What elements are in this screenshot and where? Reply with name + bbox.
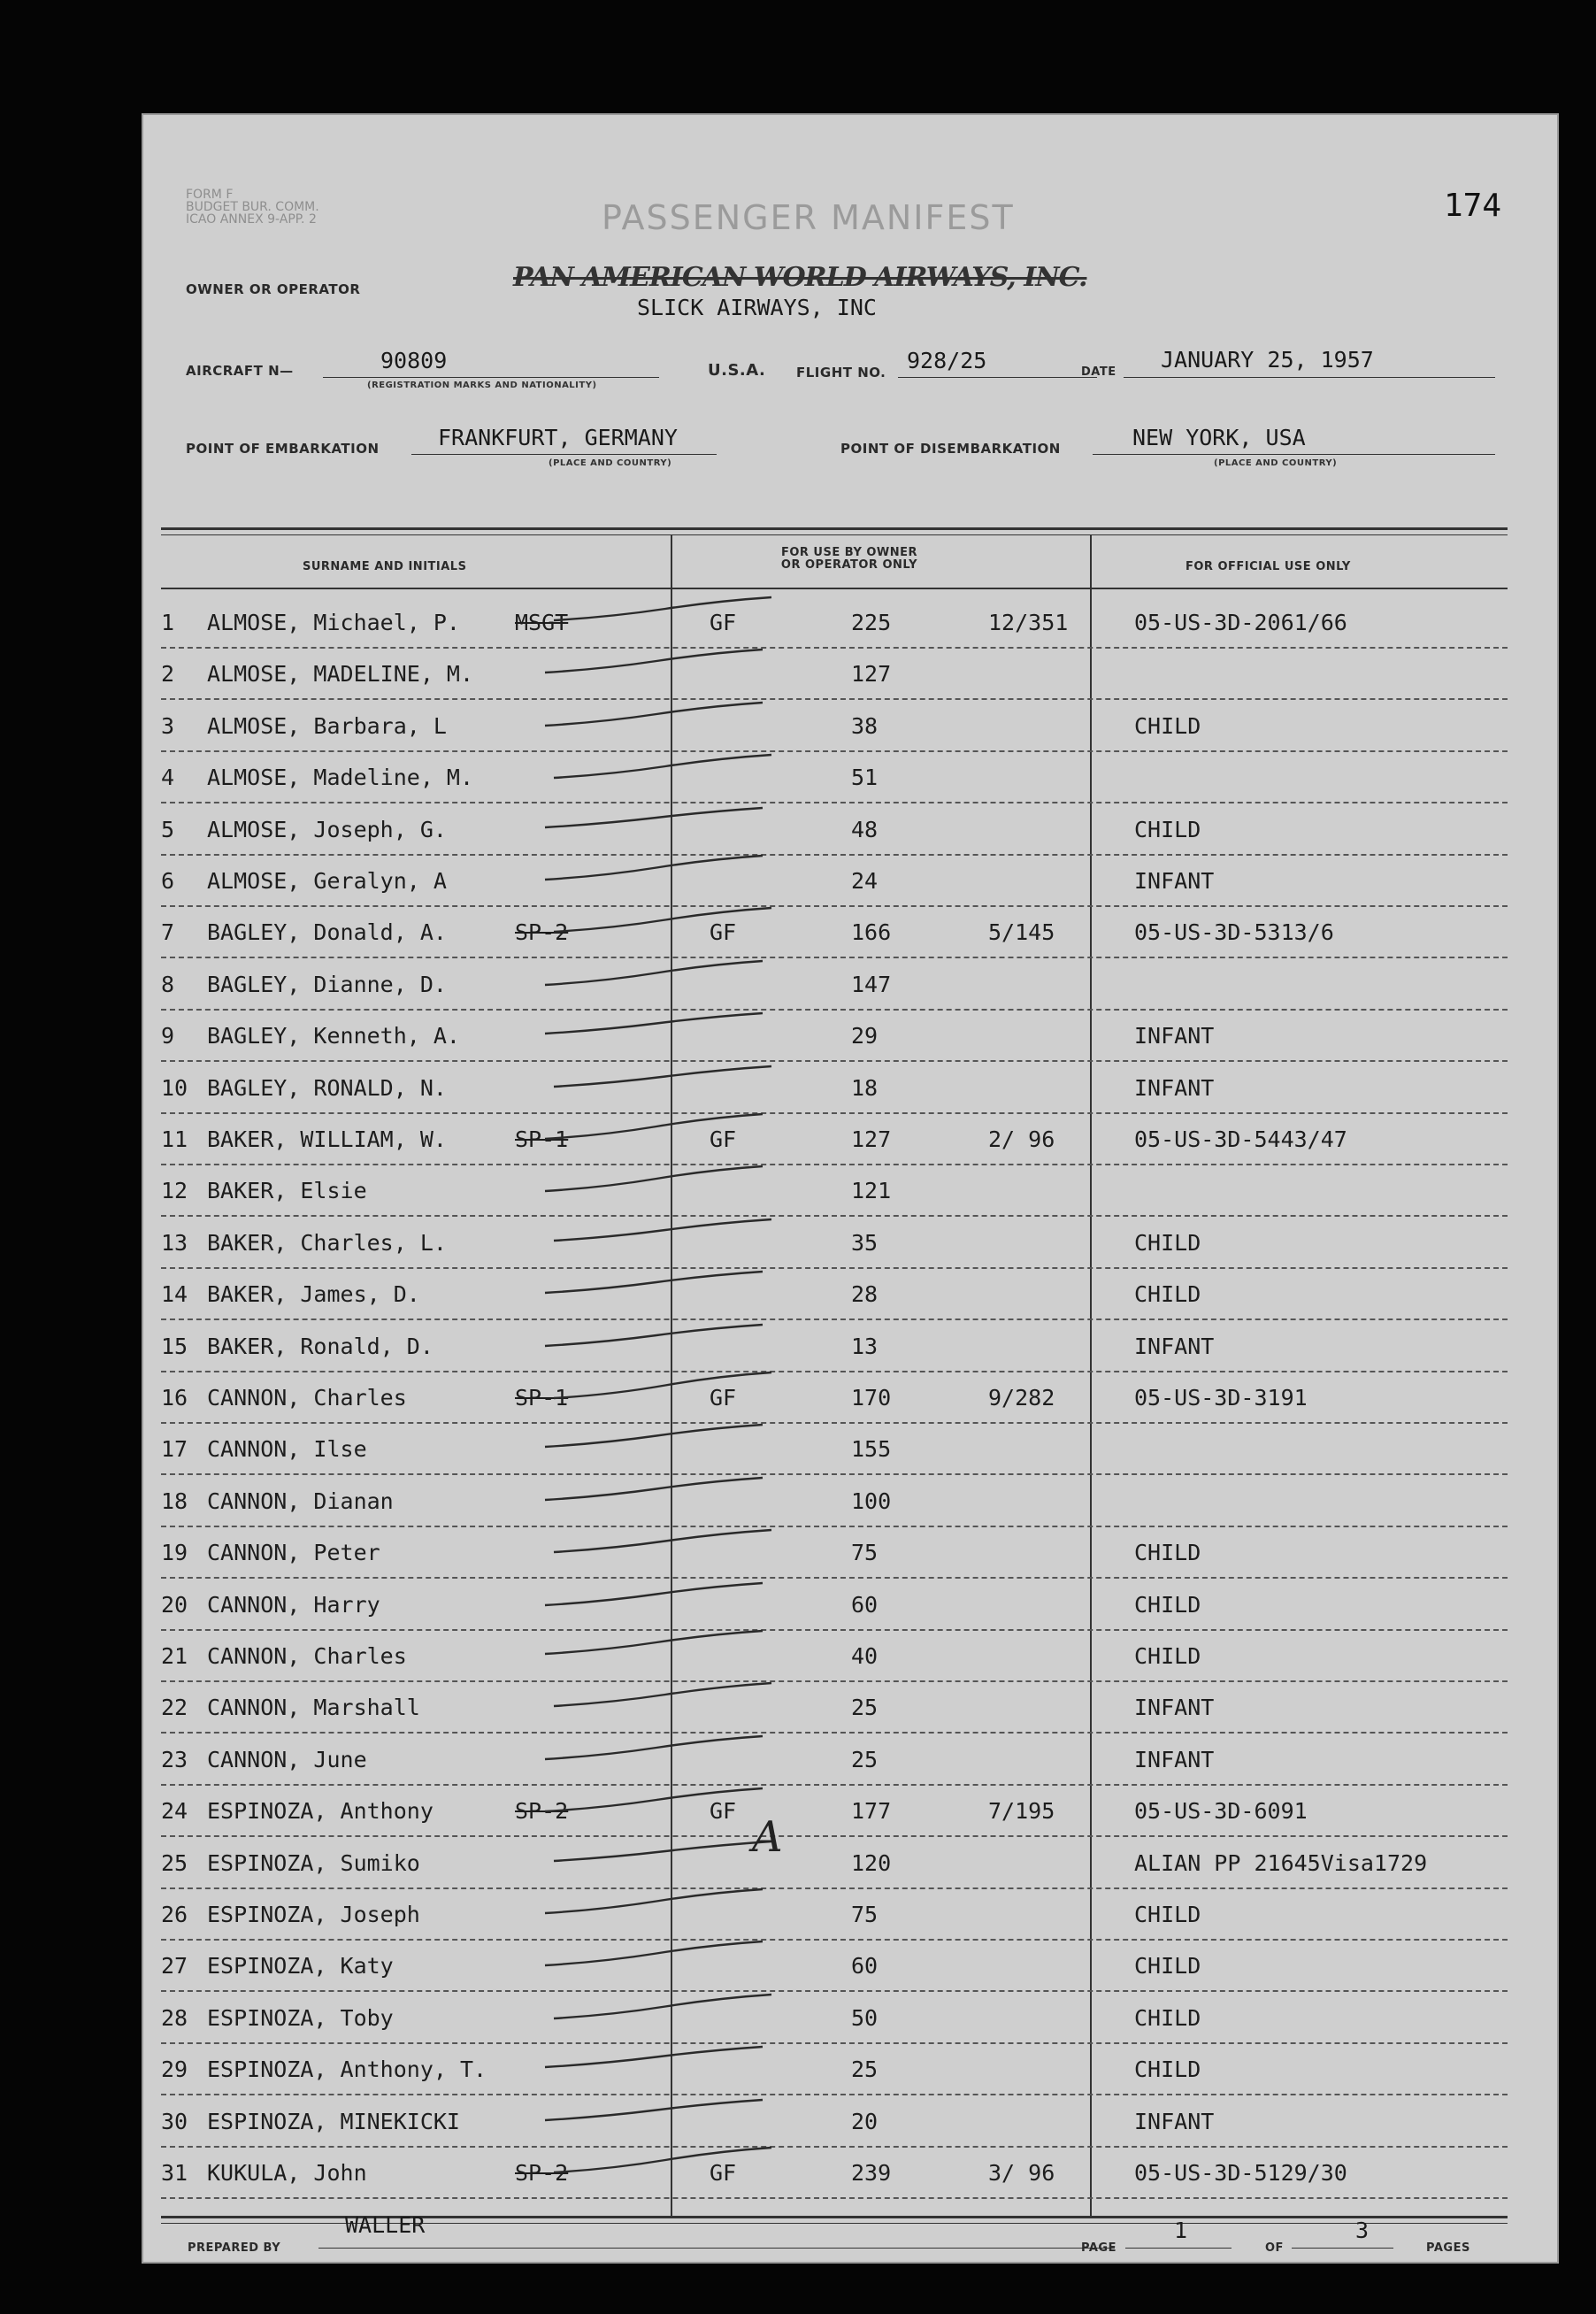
check-stroke-icon	[541, 952, 771, 996]
stamp-line: FORM F	[186, 188, 234, 202]
owner-struck-name: PAN AMERICAN WORLD AIRWAYS, INC.	[513, 262, 1087, 293]
check-stroke-icon	[541, 2037, 771, 2081]
disembark-caption: (PLACE AND COUNTRY)	[1214, 458, 1338, 468]
pieces-cell: 12/351	[988, 610, 1069, 635]
date-value: JANUARY 25, 1957	[1161, 347, 1374, 373]
weight-cell: 25	[851, 1695, 879, 1721]
table-row	[161, 854, 1508, 907]
table-row	[161, 1784, 1508, 1837]
check-stroke-icon	[541, 797, 771, 842]
table-row	[161, 2146, 1508, 2199]
official-cell: INFANT	[1134, 1074, 1215, 1101]
official-cell: CHILD	[1134, 1281, 1201, 1308]
disembark-label: POINT OF DISEMBARKATION	[840, 441, 1061, 457]
table-row	[161, 2042, 1508, 2095]
passenger-name: BAKER, Charles, L.	[207, 1229, 447, 1256]
official-cell: CHILD	[1134, 1643, 1201, 1669]
check-stroke-icon	[541, 1779, 771, 1823]
manifest-sheet	[142, 113, 1559, 2264]
row-number: 29	[161, 2056, 188, 2083]
prepared-value: WALLER	[345, 2212, 426, 2238]
row-number: 8	[161, 971, 175, 997]
row-number: 24	[161, 1798, 188, 1825]
check-stroke-icon	[541, 1003, 771, 1048]
check-stroke-icon	[541, 1572, 771, 1617]
passenger-name: CANNON, Harry	[207, 1591, 380, 1618]
page-value: 1	[1174, 2218, 1188, 2243]
of-value: 3	[1355, 2218, 1370, 2243]
weight-cell: 18	[851, 1074, 879, 1101]
row-number: 18	[161, 1488, 188, 1514]
official-cell: INFANT	[1134, 2108, 1215, 2134]
table-row	[161, 1319, 1508, 1372]
passenger-name: CANNON, Ilse	[207, 1436, 367, 1463]
pieces-cell: 3/ 96	[988, 2160, 1055, 2186]
row-number: 1	[161, 610, 175, 635]
weight-cell: 147	[851, 971, 892, 997]
official-cell: INFANT	[1134, 868, 1215, 894]
row-number: 2	[161, 661, 175, 688]
passenger-name: ESPINOZA, MINEKICKI	[207, 2108, 460, 2134]
row-number: 26	[161, 1902, 188, 1927]
weight-cell: 28	[851, 1281, 879, 1308]
table-row	[161, 1267, 1508, 1320]
official-cell: INFANT	[1134, 1023, 1215, 1049]
weight-cell: 155	[851, 1436, 892, 1463]
table-row	[161, 1526, 1508, 1579]
passenger-name: ESPINOZA, Anthony	[207, 1798, 434, 1825]
official-cell: CHILD	[1134, 712, 1201, 739]
code-cell: GF	[710, 919, 737, 946]
flight-value: 928/25	[907, 348, 987, 373]
check-stroke-icon	[550, 2141, 780, 2185]
weight-cell: 120	[851, 1849, 892, 1876]
of-label: OF	[1265, 2241, 1284, 2255]
official-cell: CHILD	[1134, 1540, 1201, 1566]
check-stroke-icon	[550, 1211, 780, 1255]
check-stroke-icon	[550, 1365, 780, 1410]
table-row	[161, 1009, 1508, 1062]
page-number: 174	[1444, 188, 1502, 224]
row-number: 30	[161, 2108, 188, 2134]
stamp-line: BUDGET BUR. COMM.	[186, 200, 319, 214]
table-row	[161, 1371, 1508, 1424]
rank-cell: SP-1	[515, 1385, 569, 1411]
pages-label: PAGES	[1426, 2241, 1470, 2255]
table-row	[161, 957, 1508, 1011]
disembark-value: NEW YORK, USA	[1132, 425, 1306, 450]
passenger-name: ALMOSE, Geralyn, A	[207, 868, 447, 894]
row-number: 11	[161, 1126, 188, 1152]
aircraft-caption: (REGISTRATION MARKS AND NATIONALITY)	[367, 381, 597, 390]
weight-cell: 20	[851, 2108, 879, 2134]
official-cell: 05-US-3D-3191	[1134, 1385, 1308, 1411]
table-row	[161, 596, 1508, 649]
rank-cell: SP-2	[515, 2160, 569, 2186]
aircraft-label: AIRCRAFT N—	[186, 363, 294, 379]
passenger-name: ESPINOZA, Katy	[207, 1953, 394, 1980]
row-number: 13	[161, 1229, 188, 1256]
table-row	[161, 1733, 1508, 1786]
weight-cell: 60	[851, 1591, 879, 1618]
table-row	[161, 1991, 1508, 2044]
passenger-name: BAKER, Elsie	[207, 1178, 367, 1204]
row-number: 17	[161, 1436, 188, 1463]
weight-cell: 25	[851, 1746, 879, 1772]
official-cell: 05-US-3D-5443/47	[1134, 1126, 1347, 1152]
row-number: 16	[161, 1385, 188, 1411]
col-header-official: FOR OFFICIAL USE ONLY	[1185, 560, 1351, 573]
check-stroke-icon	[541, 1158, 771, 1203]
official-cell: ALIAN PP 21645Visa1729	[1134, 1849, 1428, 1876]
weight-cell: 121	[851, 1178, 892, 1204]
official-cell: CHILD	[1134, 1953, 1201, 1980]
check-stroke-icon	[541, 1417, 771, 1461]
official-cell: CHILD	[1134, 816, 1201, 842]
check-stroke-icon	[541, 849, 771, 893]
weight-cell: 51	[851, 765, 879, 791]
aircraft-value: 90809	[380, 348, 448, 373]
table-row	[161, 1887, 1508, 1941]
weight-cell: 40	[851, 1643, 879, 1669]
row-number: 28	[161, 2004, 188, 2031]
passenger-name: BAKER, WILLIAM, W.	[207, 1126, 447, 1152]
prepared-label: PREPARED BY	[188, 2241, 281, 2255]
row-number: 4	[161, 765, 175, 791]
passenger-name: BAGLEY, Dianne, D.	[207, 971, 447, 997]
usa-label: U.S.A.	[708, 361, 766, 380]
passenger-name: BAGLEY, Donald, A.	[207, 919, 447, 946]
embark-value: FRANKFURT, GERMANY	[438, 425, 678, 450]
passenger-name: ALMOSE, Joseph, G.	[207, 816, 447, 842]
check-stroke-icon	[541, 642, 771, 686]
check-stroke-icon	[550, 1520, 780, 1564]
stamp-line: ICAO ANNEX 9-APP. 2	[186, 212, 317, 227]
table-row	[161, 1112, 1508, 1165]
weight-cell: 75	[851, 1540, 879, 1566]
row-number: 19	[161, 1540, 188, 1566]
row-number: 25	[161, 1849, 188, 1876]
row-number: 9	[161, 1023, 175, 1049]
passenger-name: ESPINOZA, Sumiko	[207, 1849, 420, 1876]
passenger-name: BAKER, Ronald, D.	[207, 1333, 434, 1359]
weight-cell: 29	[851, 1023, 879, 1049]
rank-cell: SP-2	[515, 1798, 569, 1825]
weight-cell: 24	[851, 868, 879, 894]
passenger-name: ALMOSE, Barbara, L	[207, 712, 447, 739]
row-number: 20	[161, 1591, 188, 1618]
official-cell: 05-US-3D-5313/6	[1134, 919, 1334, 946]
passenger-name: BAKER, James, D.	[207, 1281, 420, 1308]
table-row	[161, 647, 1508, 700]
official-cell: 05-US-3D-5129/30	[1134, 2160, 1347, 2186]
weight-cell: 170	[851, 1385, 892, 1411]
check-stroke-icon	[550, 1056, 780, 1100]
handwritten-mark: A	[752, 1812, 783, 1862]
passenger-name: ALMOSE, MADELINE, M.	[207, 661, 474, 688]
weight-cell: 38	[851, 712, 879, 739]
check-stroke-icon	[541, 1933, 771, 1978]
official-cell: 05-US-3D-6091	[1134, 1798, 1308, 1825]
code-cell: GF	[710, 1798, 737, 1825]
passenger-name: CANNON, Marshall	[207, 1695, 420, 1721]
check-stroke-icon	[550, 1675, 780, 1719]
passenger-name: CANNON, Charles	[207, 1643, 407, 1669]
table-row	[161, 699, 1508, 752]
passenger-name: CANNON, Dianan	[207, 1488, 394, 1514]
row-number: 14	[161, 1281, 188, 1308]
passenger-name: BAGLEY, RONALD, N.	[207, 1074, 447, 1101]
official-cell: CHILD	[1134, 1229, 1201, 1256]
weight-cell: 100	[851, 1488, 892, 1514]
official-cell: INFANT	[1134, 1333, 1215, 1359]
weight-cell: 35	[851, 1229, 879, 1256]
check-stroke-icon	[550, 1986, 780, 2030]
rank-cell: MSGT	[515, 610, 569, 635]
col-header-owner: FOR USE BY OWNER OR OPERATOR ONLY	[780, 546, 918, 572]
passenger-name: BAGLEY, Kenneth, A.	[207, 1023, 460, 1049]
table-row	[161, 803, 1508, 856]
check-stroke-icon	[541, 1107, 771, 1151]
row-number: 31	[161, 2160, 188, 2186]
official-cell: CHILD	[1134, 2004, 1201, 2031]
code-cell: GF	[710, 610, 737, 635]
weight-cell: 239	[851, 2160, 892, 2186]
row-number: 6	[161, 868, 175, 894]
official-cell: INFANT	[1134, 1695, 1215, 1721]
check-stroke-icon	[541, 1469, 771, 1513]
pieces-cell: 7/195	[988, 1798, 1055, 1825]
table-row	[161, 1578, 1508, 1631]
rank-cell: SP-1	[515, 1126, 569, 1152]
row-number: 22	[161, 1695, 188, 1721]
code-cell: GF	[710, 2160, 737, 2186]
row-number: 15	[161, 1333, 188, 1359]
weight-cell: 177	[851, 1798, 892, 1825]
check-stroke-icon	[541, 1624, 771, 1668]
passenger-name: KUKULA, John	[207, 2160, 367, 2186]
table-row	[161, 1836, 1508, 1889]
row-number: 5	[161, 816, 175, 842]
row-number: 10	[161, 1074, 188, 1101]
check-stroke-icon	[550, 590, 780, 634]
table-row	[161, 1474, 1508, 1527]
owner-label: OWNER OR OPERATOR	[186, 281, 361, 297]
passenger-name: CANNON, Charles	[207, 1385, 407, 1411]
page-label: PAGE	[1081, 2241, 1116, 2255]
check-stroke-icon	[541, 2089, 771, 2133]
table-row	[161, 1939, 1508, 1992]
row-number: 12	[161, 1178, 188, 1204]
weight-cell: 60	[851, 1953, 879, 1980]
table-row	[161, 905, 1508, 958]
col-header-surname: SURNAME AND INITIALS	[303, 560, 467, 573]
weight-cell: 225	[851, 610, 892, 635]
page-title: PASSENGER MANIFEST	[602, 198, 1015, 237]
pieces-cell: 2/ 96	[988, 1126, 1055, 1152]
check-stroke-icon	[541, 1727, 771, 1772]
table-row	[161, 2095, 1508, 2148]
row-number: 3	[161, 712, 175, 739]
check-stroke-icon	[541, 1882, 771, 1926]
weight-cell: 48	[851, 816, 879, 842]
pieces-cell: 9/282	[988, 1385, 1055, 1411]
check-stroke-icon	[541, 1314, 771, 1358]
row-number: 23	[161, 1746, 188, 1772]
table-row	[161, 1629, 1508, 1682]
official-cell: CHILD	[1134, 1902, 1201, 1927]
passenger-name: ESPINOZA, Anthony, T.	[207, 2056, 487, 2083]
form-stamp	[186, 188, 319, 226]
owner-typed-name: SLICK AIRWAYS, INC	[637, 295, 877, 320]
official-cell: CHILD	[1134, 1591, 1201, 1618]
passenger-name: ESPINOZA, Joseph	[207, 1902, 420, 1927]
check-stroke-icon	[541, 1262, 771, 1306]
weight-cell: 127	[851, 1126, 892, 1152]
weight-cell: 75	[851, 1902, 879, 1927]
table-row	[161, 1164, 1508, 1217]
embark-label: POINT OF EMBARKATION	[186, 441, 380, 457]
check-stroke-icon	[550, 745, 780, 789]
embark-caption: (PLACE AND COUNTRY)	[549, 458, 672, 468]
code-cell: GF	[710, 1385, 737, 1411]
official-cell: 05-US-3D-2061/66	[1134, 610, 1347, 635]
weight-cell: 25	[851, 2056, 879, 2083]
passenger-name: CANNON, Peter	[207, 1540, 380, 1566]
passenger-name: ALMOSE, Michael, P.	[207, 610, 460, 635]
weight-cell: 166	[851, 919, 892, 946]
row-number: 27	[161, 1953, 188, 1980]
table-row	[161, 1680, 1508, 1734]
row-number: 21	[161, 1643, 188, 1669]
weight-cell: 13	[851, 1333, 879, 1359]
passenger-name: ESPINOZA, Toby	[207, 2004, 394, 2031]
weight-cell: 50	[851, 2004, 879, 2031]
official-cell: INFANT	[1134, 1746, 1215, 1772]
check-stroke-icon	[550, 1831, 780, 1875]
rank-cell: SP-2	[515, 919, 569, 946]
flight-label: FLIGHT NO.	[796, 365, 886, 381]
check-stroke-icon	[550, 900, 780, 944]
check-stroke-icon	[541, 694, 771, 738]
table-row	[161, 750, 1508, 803]
table-row	[161, 1216, 1508, 1269]
table-row	[161, 1422, 1508, 1475]
official-cell: CHILD	[1134, 2056, 1201, 2083]
row-number: 7	[161, 919, 175, 946]
code-cell: GF	[710, 1126, 737, 1152]
passenger-name: ALMOSE, Madeline, M.	[207, 765, 474, 791]
passenger-name: CANNON, June	[207, 1746, 367, 1772]
table-row	[161, 1061, 1508, 1114]
pieces-cell: 5/145	[988, 919, 1055, 946]
date-label: DATE	[1081, 365, 1116, 379]
weight-cell: 127	[851, 661, 892, 688]
